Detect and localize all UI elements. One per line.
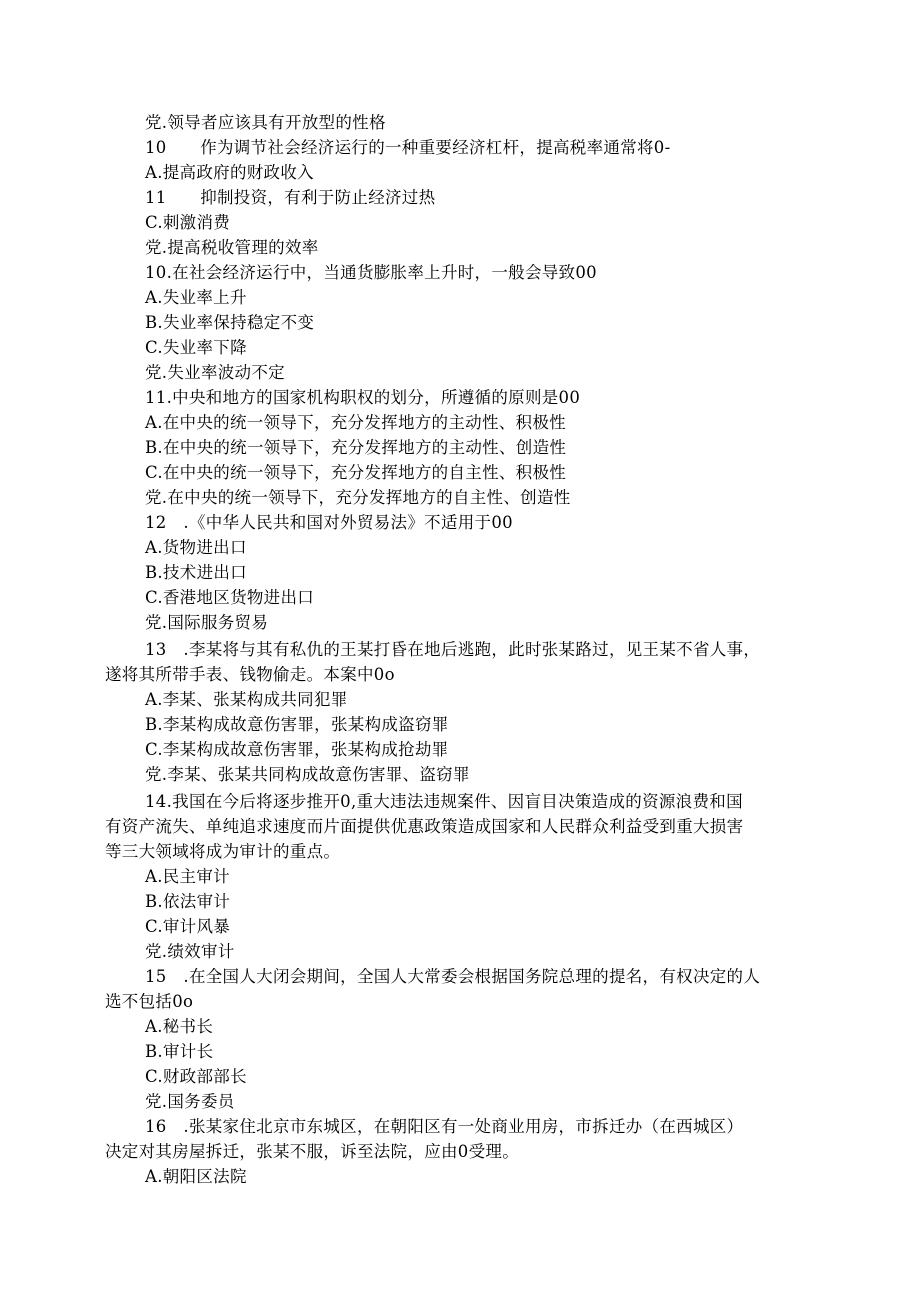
option-b-line: B.审计长 [145, 1042, 214, 1061]
option-c-line: C.香港地区货物进出口 [145, 588, 315, 607]
question-continuation-line: 等三大领域将成为审计的重点。 [105, 842, 341, 861]
question-line: 16 .张某家住北京市东城区，在朝阳区有一处商业用房，市拆迁办（在西城区） [145, 1117, 744, 1136]
question-continuation-line: 决定对其房屋拆迁，张某不服，诉至法院，应由0受理。 [105, 1142, 519, 1161]
question-line: 11.中央和地方的国家机构职权的划分，所遵循的原则是00 [145, 388, 581, 407]
option-b-line: B.在中央的统一领导下，充分发挥地方的主动性、创造性 [145, 438, 567, 457]
question-line: 15 .在全国人大闭会期间，全国人大常委会根据国务院总理的提名，有权决定的人 [145, 967, 761, 986]
option-a-line: A.提高政府的财政收入 [145, 163, 314, 182]
question-continuation-line: 选不包括0o [105, 992, 194, 1011]
question-continuation-line: 遂将其所带手表、钱物偷走。本案中0o [105, 665, 395, 684]
question-line: 14.我国在今后将逐步推开0,重大违法违规案件、因盲目决策造成的资源浪费和国 [145, 792, 743, 811]
option-a-line: A.民主审计 [145, 867, 230, 886]
question-line: 10 作为调节社会经济运行的一种重要经济杠杆，提高税率通常将0- [145, 138, 671, 157]
option-b-line: B.李某构成故意伤害罪，张某构成盗窃罪 [145, 715, 449, 734]
option-d-line: 党.在中央的统一领导下，充分发挥地方的自主性、创造性 [145, 488, 571, 507]
option-d-line: 党.国际服务贸易 [145, 613, 269, 632]
option-d-line: 党.国务委员 [145, 1092, 235, 1111]
option-c-line: C.失业率下降 [145, 338, 247, 357]
option-c-line: C.在中央的统一领导下，充分发挥地方的自主性、积极性 [145, 463, 567, 482]
option-a-line: A.货物进出口 [145, 538, 247, 557]
option-a-line: A.李某、张某构成共同犯罪 [145, 690, 348, 709]
option-c-line: C.刺激消费 [145, 213, 231, 232]
option-d-line: 党.失业率波动不定 [145, 363, 285, 382]
question-line: 13 .李某将与其有私仇的王某打昏在地后逃跑，此时张某路过，见王某不省人事， [145, 640, 761, 659]
option-a-line: A.在中央的统一领导下，充分发挥地方的主动性、积极性 [145, 413, 566, 432]
question-line: 10.在社会经济运行中，当通货膨胀率上升时，一般会导致00 [145, 263, 597, 282]
option-a-line: A.朝阳区法院 [145, 1167, 247, 1186]
option-b-line: B.依法审计 [145, 892, 231, 911]
option-b-line: B.技术进出口 [145, 563, 247, 582]
option-c-line: C.李某构成故意伤害罪，张某构成抢劫罪 [145, 740, 449, 759]
question-continuation-line: 有资产流失、单纯追求速度而片面提供优惠政策造成国家和人民群众利益受到重大损害 [105, 817, 744, 836]
option-c-line: C.审计风暴 [145, 917, 231, 936]
option-d-line: 党.李某、张某共同构成故意伤害罪、盗窃罪 [145, 765, 470, 784]
option-b-line: B.失业率保持稳定不变 [145, 313, 315, 332]
option-a-line: A.秘书长 [145, 1017, 214, 1036]
option-d-line: 党.提高税收管理的效率 [145, 238, 319, 257]
option-d-line: 党.领导者应该具有开放型的性格 [145, 113, 386, 132]
option-c-line: C.财政部部长 [145, 1067, 247, 1086]
question-line: 11 抑制投资，有利于防止经济过热 [145, 188, 436, 207]
question-line: 12 .《中华人民共和国对外贸易法》不适用于00 [145, 513, 513, 532]
option-d-line: 党.绩效审计 [145, 942, 235, 961]
option-a-line: A.失业率上升 [145, 288, 247, 307]
